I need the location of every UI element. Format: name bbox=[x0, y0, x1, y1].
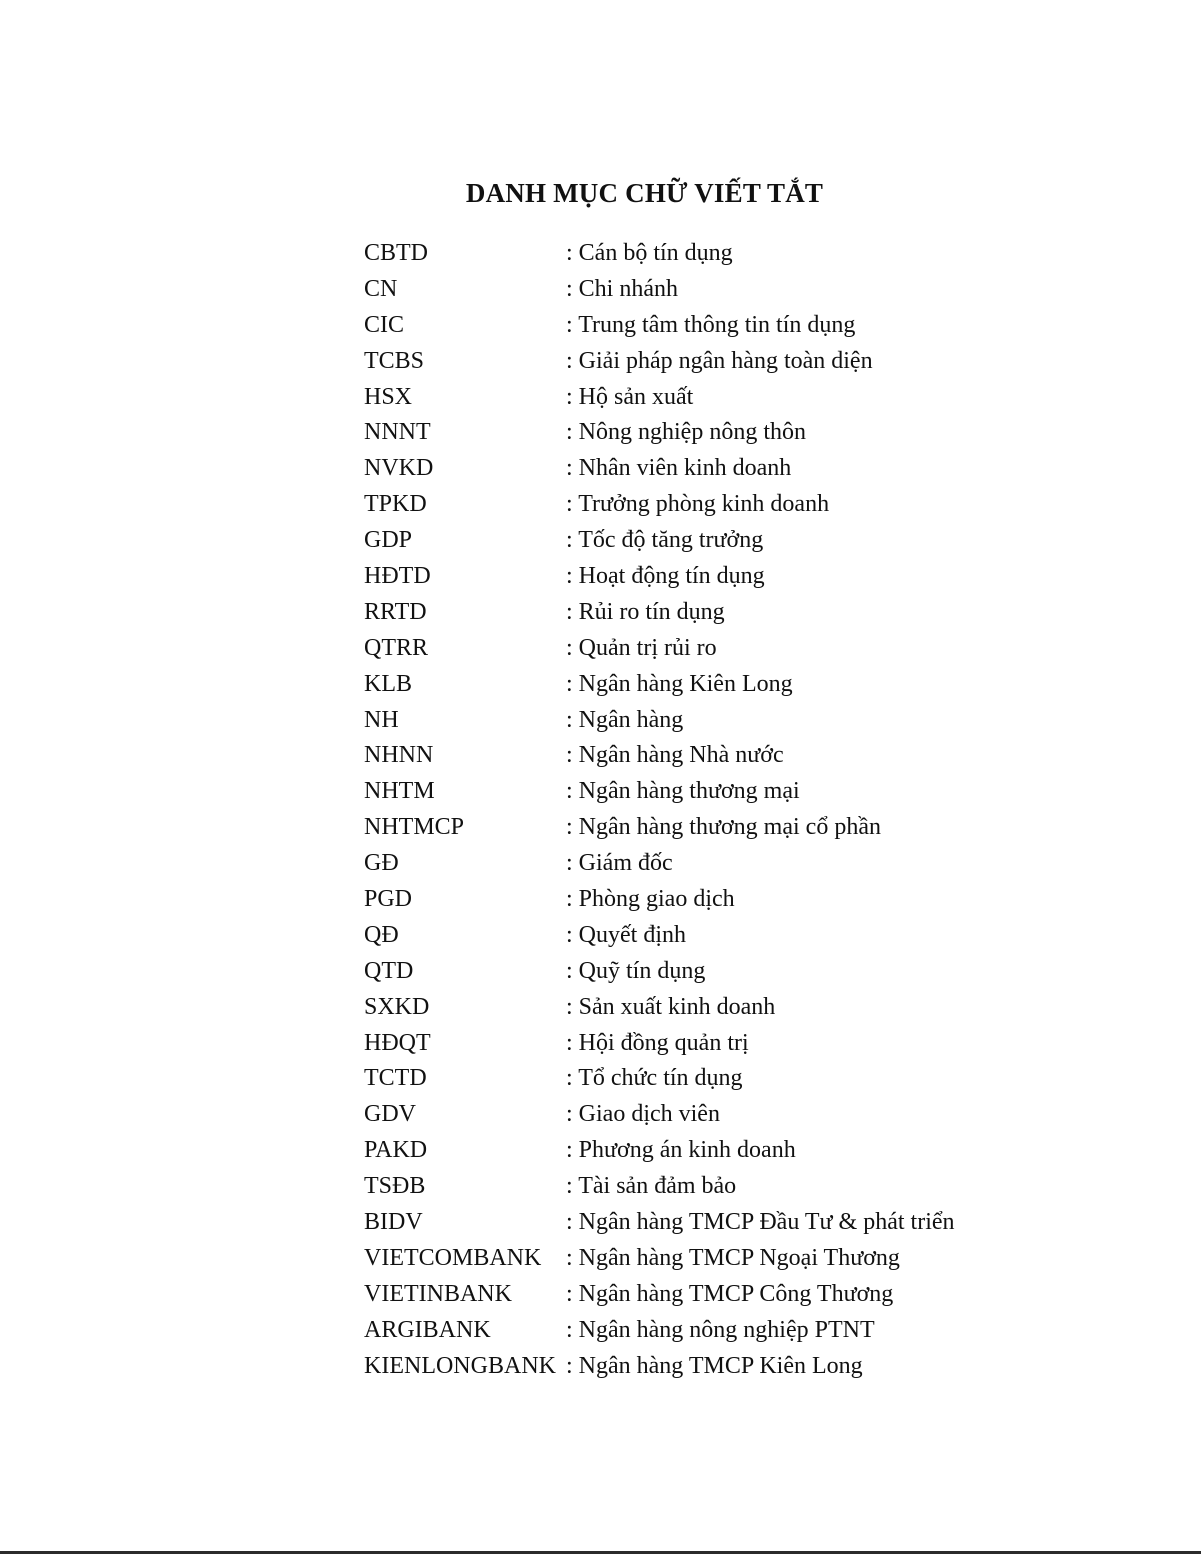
abbreviation-term: QĐ bbox=[364, 921, 399, 948]
abbreviation-term: ARGIBANK bbox=[364, 1316, 491, 1343]
abbreviation-meaning: : Phương án kinh doanh bbox=[566, 1137, 796, 1164]
abbreviation-row bbox=[364, 1026, 1004, 1062]
abbreviation-meaning: : Giao dịch viên bbox=[566, 1101, 720, 1128]
abbreviation-term: HSX bbox=[364, 383, 413, 410]
abbreviation-row bbox=[364, 882, 1004, 918]
abbreviation-term: VIETINBANK bbox=[364, 1280, 512, 1307]
abbreviation-term: HĐQT bbox=[364, 1029, 431, 1056]
abbreviation-row bbox=[364, 1133, 1004, 1169]
abbreviation-meaning: : Nhân viên kinh doanh bbox=[566, 455, 792, 482]
abbreviation-list bbox=[364, 236, 1004, 1385]
abbreviation-meaning: : Quản trị rủi ro bbox=[566, 634, 717, 661]
abbreviation-row bbox=[364, 1097, 1004, 1133]
abbreviation-term: KLB bbox=[364, 670, 412, 697]
abbreviation-meaning: : Sản xuất kinh doanh bbox=[566, 993, 776, 1020]
abbreviation-row bbox=[364, 774, 1004, 810]
abbreviation-term: GDV bbox=[364, 1101, 416, 1128]
abbreviation-term: TCBS bbox=[364, 347, 425, 374]
abbreviation-row bbox=[364, 738, 1004, 774]
abbreviation-row bbox=[364, 451, 1004, 487]
abbreviation-term: NH bbox=[364, 706, 399, 733]
abbreviation-meaning: : Quỹ tín dụng bbox=[566, 957, 706, 984]
abbreviation-row bbox=[364, 954, 1004, 990]
abbreviation-row bbox=[364, 272, 1004, 308]
abbreviation-row bbox=[364, 415, 1004, 451]
abbreviation-row bbox=[364, 846, 1004, 882]
abbreviation-row bbox=[364, 487, 1004, 523]
abbreviation-row bbox=[364, 1313, 1004, 1349]
abbreviation-meaning: : Phòng giao dịch bbox=[566, 886, 735, 913]
abbreviation-meaning: : Ngân hàng TMCP Công Thương bbox=[566, 1280, 894, 1307]
abbreviation-term: PAKD bbox=[364, 1137, 428, 1164]
abbreviation-meaning: : Hoạt động tín dụng bbox=[566, 563, 765, 590]
abbreviation-meaning: : Tài sản đảm bảo bbox=[566, 1173, 737, 1200]
abbreviation-row bbox=[364, 236, 1004, 272]
page-title: DANH MỤC CHỮ VIẾT TẮT bbox=[465, 178, 824, 208]
abbreviation-row bbox=[364, 1241, 1004, 1277]
abbreviation-meaning: : Ngân hàng Kiên Long bbox=[566, 670, 793, 697]
abbreviation-row bbox=[364, 1277, 1004, 1313]
abbreviation-term: BIDV bbox=[364, 1209, 423, 1236]
abbreviation-term: NNNT bbox=[364, 419, 431, 446]
abbreviation-meaning: : Tốc độ tăng trưởng bbox=[566, 527, 764, 554]
abbreviation-meaning: : Ngân hàng thương mại bbox=[566, 778, 800, 805]
abbreviation-term: NHNN bbox=[364, 742, 434, 769]
abbreviation-term: GĐ bbox=[364, 850, 399, 877]
abbreviation-meaning: : Ngân hàng TMCP Đầu Tư & phát triển bbox=[566, 1209, 955, 1236]
abbreviation-row bbox=[364, 810, 1004, 846]
abbreviation-row bbox=[364, 344, 1004, 380]
abbreviation-term: GDP bbox=[364, 527, 413, 554]
abbreviation-term: NHTM bbox=[364, 778, 435, 805]
abbreviation-term: PGD bbox=[364, 886, 413, 913]
abbreviation-term: CIC bbox=[364, 311, 405, 338]
abbreviation-row bbox=[364, 1169, 1004, 1205]
abbreviation-row bbox=[364, 1349, 1004, 1385]
abbreviation-meaning: : Rủi ro tín dụng bbox=[566, 598, 725, 625]
abbreviation-meaning: : Nông nghiệp nông thôn bbox=[566, 419, 806, 446]
abbreviation-meaning: : Ngân hàng TMCP Ngoại Thương bbox=[566, 1244, 900, 1271]
abbreviation-row bbox=[364, 380, 1004, 416]
abbreviation-term: TSĐB bbox=[364, 1173, 426, 1200]
abbreviation-row bbox=[364, 667, 1004, 703]
abbreviation-term: CN bbox=[364, 275, 398, 302]
abbreviation-meaning: : Ngân hàng Nhà nước bbox=[566, 742, 784, 769]
abbreviation-meaning: : Trưởng phòng kinh doanh bbox=[566, 491, 830, 518]
abbreviation-meaning: : Giám đốc bbox=[566, 850, 673, 877]
abbreviation-row bbox=[364, 1061, 1004, 1097]
abbreviation-term: TCTD bbox=[364, 1065, 427, 1092]
abbreviation-term: CBTD bbox=[364, 240, 429, 266]
abbreviation-term: QTRR bbox=[364, 634, 429, 661]
abbreviation-row bbox=[364, 595, 1004, 631]
abbreviation-row bbox=[364, 631, 1004, 667]
abbreviation-row bbox=[364, 308, 1004, 344]
abbreviation-term: RRTD bbox=[364, 598, 427, 625]
abbreviation-meaning: : Chi nhánh bbox=[566, 275, 678, 302]
abbreviation-meaning: : Ngân hàng nông nghiệp PTNT bbox=[566, 1316, 875, 1343]
abbreviation-meaning: : Tổ chức tín dụng bbox=[566, 1065, 743, 1092]
abbreviation-meaning: : Quyết định bbox=[566, 921, 686, 948]
abbreviation-meaning: : Giải pháp ngân hàng toàn diện bbox=[566, 347, 873, 374]
abbreviation-term: VIETCOMBANK bbox=[364, 1244, 542, 1271]
abbreviation-term: TPKD bbox=[364, 491, 427, 518]
abbreviation-meaning: : Hội đồng quản trị bbox=[566, 1029, 749, 1056]
abbreviation-term: NHTMCP bbox=[364, 814, 465, 841]
abbreviation-row bbox=[364, 918, 1004, 954]
abbreviation-term: KIENLONGBANK bbox=[364, 1352, 556, 1379]
abbreviation-meaning: : Ngân hàng bbox=[566, 706, 684, 733]
abbreviation-row bbox=[364, 703, 1004, 739]
abbreviation-meaning: : Cán bộ tín dụng bbox=[566, 240, 733, 266]
abbreviation-term: HĐTD bbox=[364, 563, 431, 590]
abbreviation-meaning: : Ngân hàng thương mại cổ phần bbox=[566, 814, 881, 841]
abbreviation-term: QTD bbox=[364, 957, 414, 984]
abbreviation-meaning: : Hộ sản xuất bbox=[566, 383, 694, 410]
abbreviation-row bbox=[364, 1205, 1004, 1241]
abbreviation-row bbox=[364, 559, 1004, 595]
abbreviation-term: SXKD bbox=[364, 993, 430, 1020]
abbreviation-row bbox=[364, 523, 1004, 559]
abbreviation-meaning: : Trung tâm thông tin tín dụng bbox=[566, 311, 856, 338]
abbreviation-term: NVKD bbox=[364, 455, 434, 482]
abbreviation-meaning: : Ngân hàng TMCP Kiên Long bbox=[566, 1352, 863, 1379]
abbreviation-row bbox=[364, 990, 1004, 1026]
